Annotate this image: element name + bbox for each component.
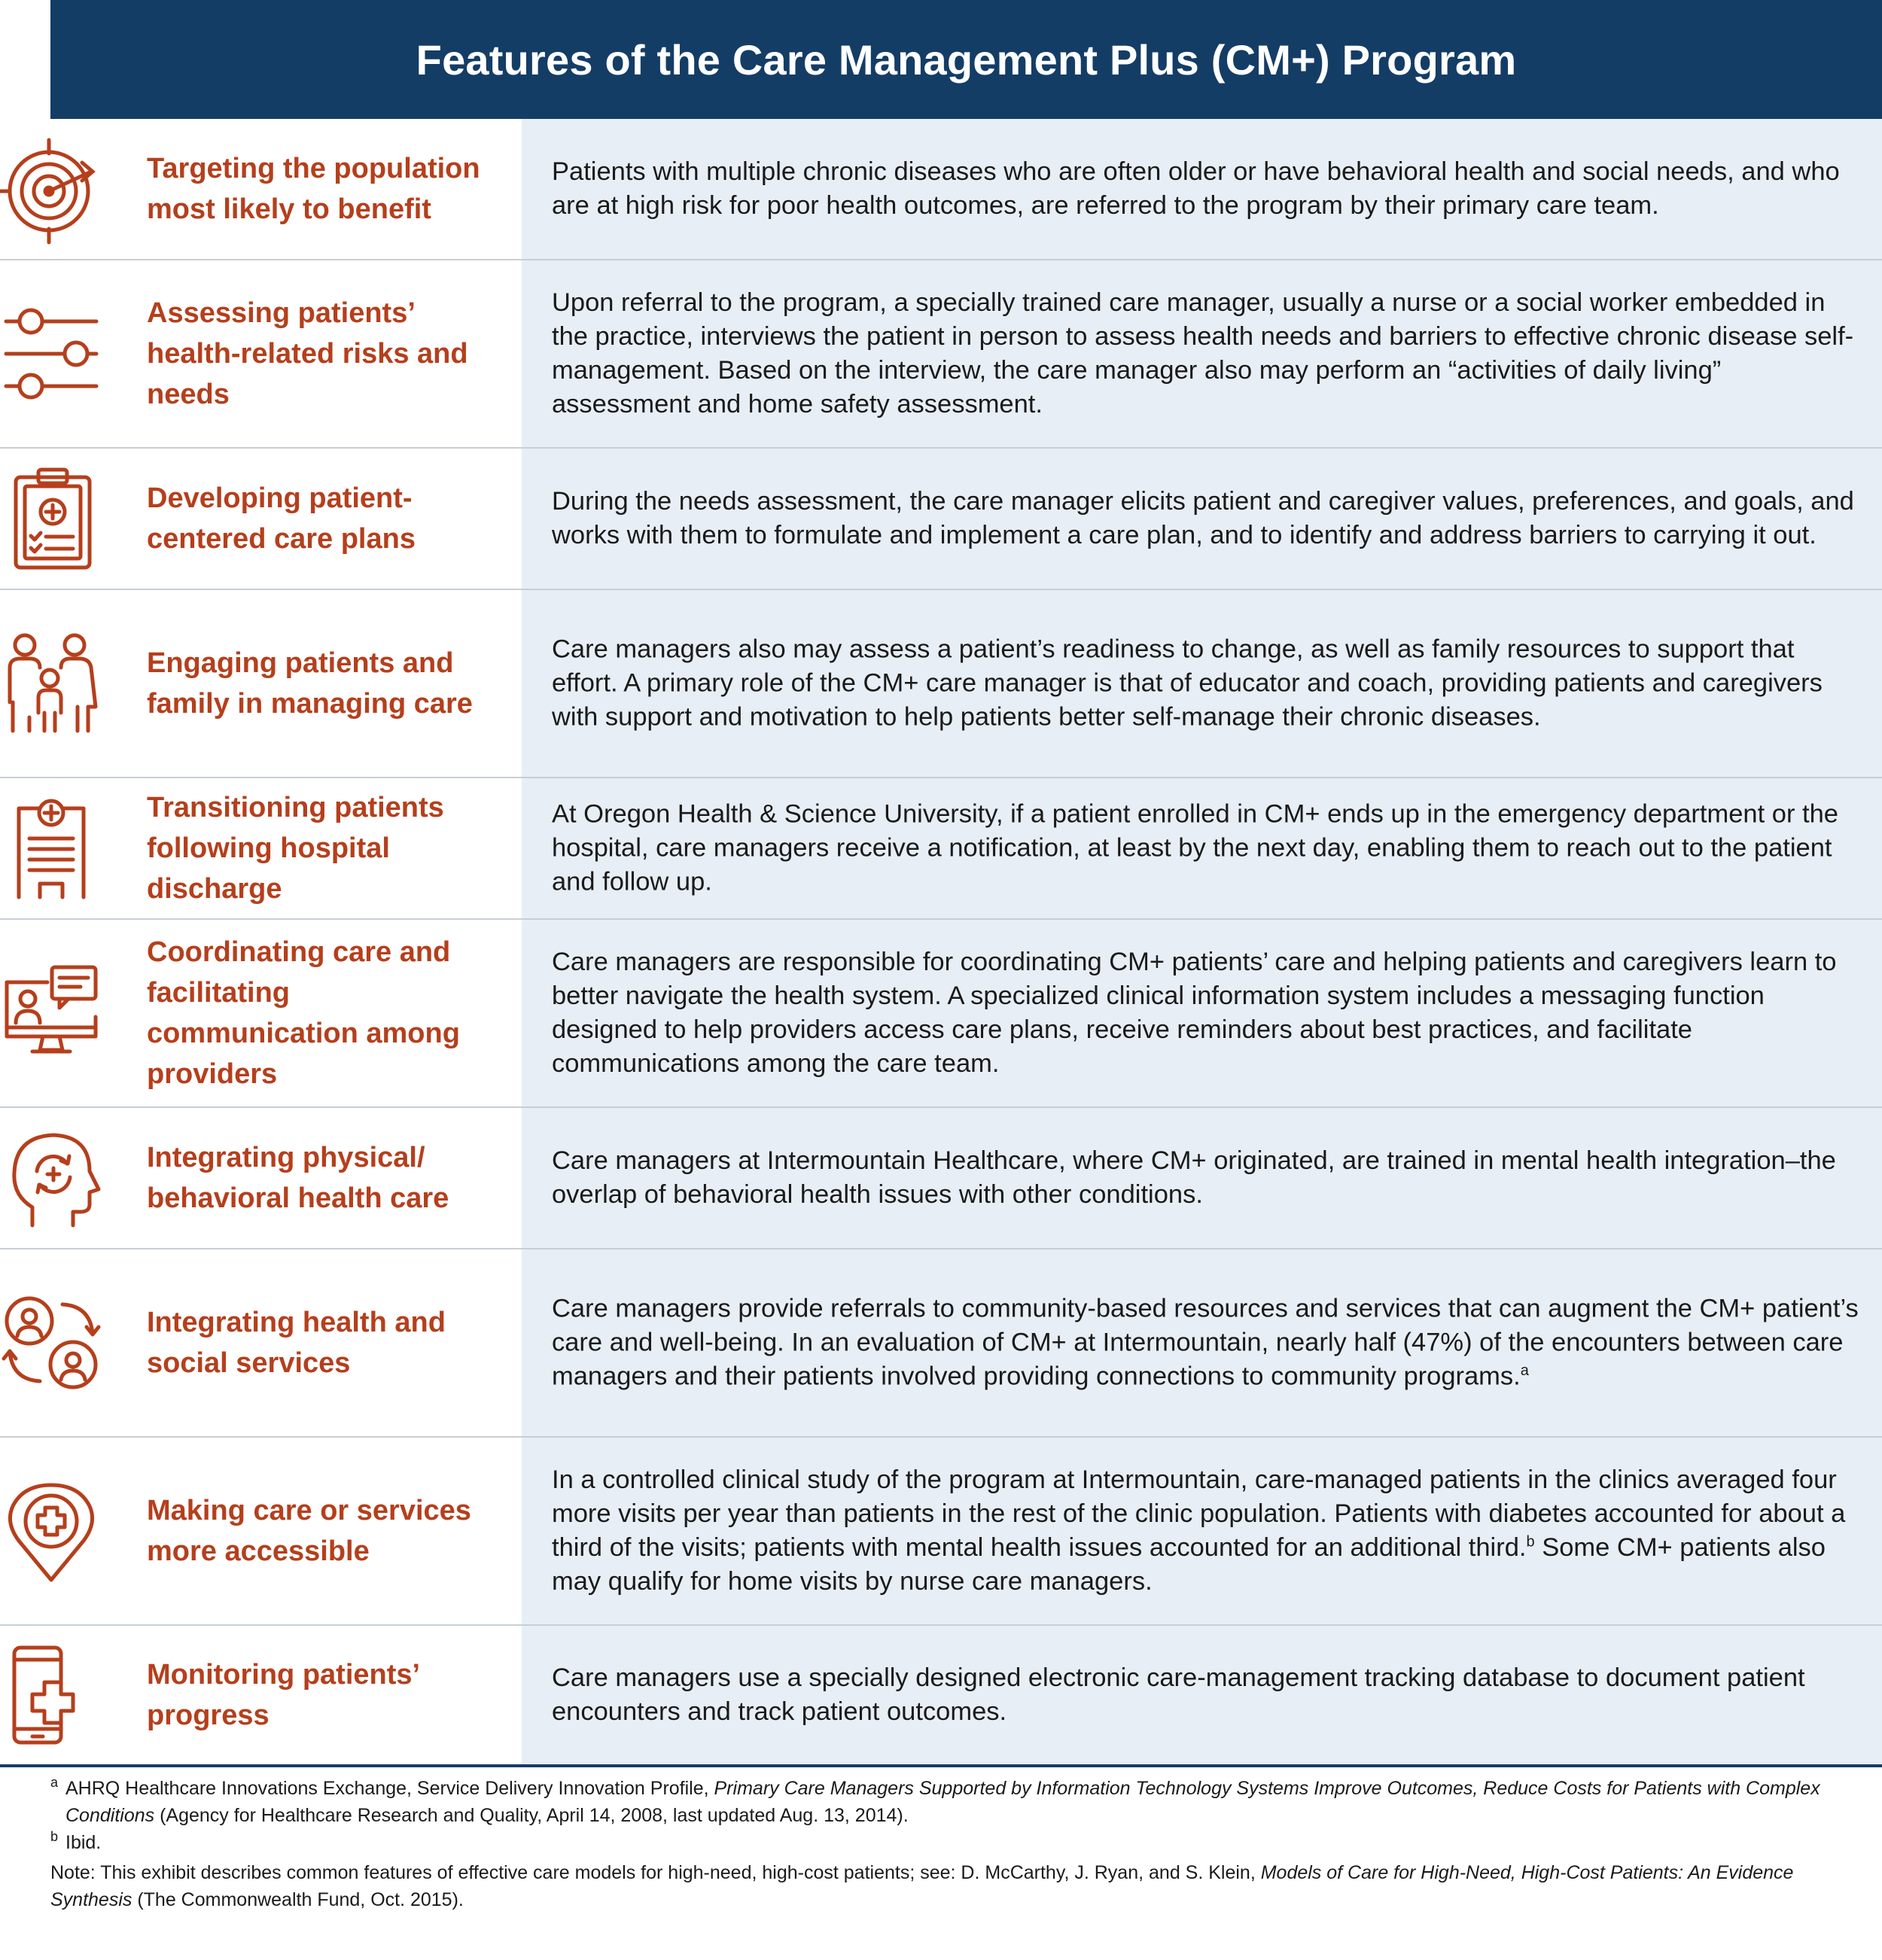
clipboard-icon bbox=[0, 466, 102, 571]
table-row bbox=[0, 1108, 1882, 1249]
description-text-continued: Some CM+ patients also may qualify for home visits by nurse care managers. bbox=[552, 1533, 1826, 1596]
feature-description: Upon referral to the program, a specially trained care manager, usually a nurse or a social worker embedded in the practice, interviews the patient in person to assess health needs and barriers to effective chronic disease self-management. Based on the interview, the care manager also may perform an “activities of daily living” assessment and home safety assessment. bbox=[552, 288, 1854, 418]
note-text: Note: This exhibit describes common features of effective care models for high-need, high-cost patients; see: D. McCarthy, J. Ryan, and S. Klein, bbox=[50, 1862, 1261, 1883]
footnote-a-text: AHRQ Healthcare Innovations Exchange, Service Delivery Innovation Profile, bbox=[65, 1778, 714, 1799]
title-bar bbox=[50, 0, 1882, 119]
table-row bbox=[0, 1438, 1882, 1626]
footnote-ref-b: b bbox=[1526, 1533, 1535, 1551]
feature-description: Care managers are responsible for coordinating CM+ patients’ care and helping patients and caregivers learn to better navigate the health system. A specialized clinical information system includes a messaging function designed to help providers access care plans, receive reminders about best practices, and facilitate communications among the care team. bbox=[552, 948, 1837, 1078]
feature-label: Engaging patients and family in managing care bbox=[147, 647, 473, 720]
page-title: Features of the Care Management Plus (CM+) Program bbox=[416, 35, 1517, 84]
note-title: Models of Care for High-Need, High-Cost Patients: An Evidence Synthesis bbox=[50, 1862, 1794, 1910]
feature-description: Care managers also may assess a patient’s readiness to change, as well as family resources to support that effort. A primary role of the CM+ care manager is that of educator and coach, providing patients and caregivers with support and motivation to help patients better self-manage their chronic diseases. bbox=[552, 635, 1823, 732]
footnote-ref-a: a bbox=[1520, 1362, 1529, 1379]
table-row bbox=[0, 260, 1882, 449]
feature-description: Care managers use a specially designed electronic care-management tracking database to document patient encounters and track patient outcomes. bbox=[552, 1663, 1805, 1726]
table-row bbox=[0, 778, 1882, 920]
feature-label: Integrating physical/ behavioral health care bbox=[147, 1142, 449, 1214]
sliders-icon bbox=[0, 301, 102, 406]
feature-description: Care managers at Intermountain Healthcare, where CM+ originated, are trained in mental health integration–the overlap of behavioral health issues with other conditions. bbox=[552, 1146, 1836, 1209]
hospital-document-icon bbox=[0, 796, 102, 901]
footnote-mark-a: a bbox=[50, 1775, 59, 1790]
location-cross-icon bbox=[0, 1478, 102, 1584]
feature-description bbox=[552, 1463, 1862, 1599]
footnote-a-title: Primary Care Managers Supported by Information Technology Systems Improve Outcomes, Reduce Costs for Patients with Complex Conditions bbox=[65, 1778, 1820, 1826]
features-table bbox=[0, 119, 1882, 1764]
target-icon bbox=[0, 136, 102, 242]
people-exchange-icon bbox=[0, 1290, 102, 1395]
footnote-a bbox=[50, 1775, 1857, 1829]
feature-label: Transitioning patients following hospital discharge bbox=[147, 792, 444, 905]
table-row bbox=[0, 449, 1882, 590]
table-row bbox=[0, 590, 1882, 778]
table-row bbox=[0, 920, 1882, 1108]
feature-label: Assessing patients’ health-related risks and needs bbox=[147, 297, 468, 410]
feature-description: During the needs assessment, the care manager elicits patient and caregiver values, preferences, and goals, and works with them to formulate and implement a care plan, and to identify and address barriers to carrying it out. bbox=[552, 487, 1854, 549]
footnote-a-source: (Agency for Healthcare Research and Quality, April 14, 2008, last updated Aug. 13, 2014). bbox=[154, 1805, 909, 1826]
feature-label: Coordinating care and facilitating communication among providers bbox=[147, 936, 460, 1090]
feature-description: Patients with multiple chronic diseases who are often older or have behavioral health and social needs, and who are at high risk for poor health outcomes, are referred to the program by their primary care team. bbox=[552, 157, 1840, 220]
description-text: In a controlled clinical study of the program at Intermountain, care-managed patients in the clinics averaged four more visits per year than patients in the rest of the clinic population. Patients with diabetes accounted for about a third of the visits; patients with mental health issues accounted for an additional third. bbox=[552, 1465, 1846, 1562]
footnote-b-text: Ibid. bbox=[65, 1832, 102, 1853]
feature-label: Making care or services more accessible bbox=[147, 1495, 471, 1567]
footnotes bbox=[50, 1775, 1857, 1913]
table-row bbox=[0, 119, 1882, 260]
computer-chat-icon bbox=[0, 960, 102, 1066]
feature-label: Integrating health and social services bbox=[147, 1307, 446, 1379]
footnote-b bbox=[50, 1829, 1857, 1856]
table-row bbox=[0, 1249, 1882, 1438]
footnote-note bbox=[50, 1859, 1857, 1913]
feature-label: Developing patient-centered care plans bbox=[147, 482, 416, 555]
table-row bbox=[0, 1626, 1882, 1764]
feature-description bbox=[552, 1292, 1862, 1394]
phone-cross-icon bbox=[0, 1642, 102, 1748]
note-source: (The Commonwealth Fund, Oct. 2015). bbox=[132, 1889, 464, 1910]
feature-label: Monitoring patients’ progress bbox=[147, 1659, 419, 1731]
feature-label: Targeting the population most likely to benefit bbox=[147, 153, 480, 225]
family-icon bbox=[0, 631, 102, 736]
footer-divider bbox=[0, 1764, 1882, 1767]
feature-description: At Oregon Health & Science University, if a patient enrolled in CM+ ends up in the emergency department or the hospital, care managers receive a notification, at least by the next day, enabling them to reach out to the patient and follow up. bbox=[552, 799, 1838, 896]
description-text: Care managers provide referrals to community-based resources and services that can augment the CM+ patient’s care and well-being. In an evaluation of CM+ at Intermountain, nearly half (47%) of the encounters between care managers and their patients involved providing connections to community programs. bbox=[552, 1294, 1859, 1391]
footnote-mark-b: b bbox=[50, 1829, 59, 1844]
head-arrows-icon bbox=[0, 1125, 102, 1231]
